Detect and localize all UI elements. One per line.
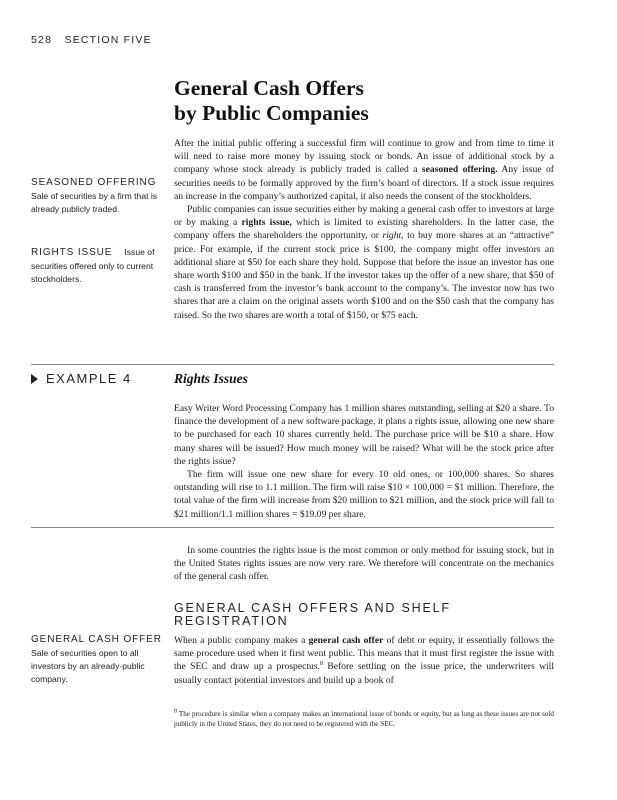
term-rights-issue: rights issue, [241, 217, 292, 229]
example-paragraph-1: Easy Writer Word Processing Company has 1 million shares outstanding, selling at $20 a share. To finance the development of a new software package, it plans a rights issue, allowing one new share to be purchased for each 10 shares currently held. The purchase price will be $10 a share. How many shares will be issued? How much money will be raised? What will be the stock price after the rights issue? [174, 403, 554, 467]
section-paragraph-1: When a public company makes a general cash offer of debt or equity, it essentially follows the same procedure used when it first went public. This means that it must first register the issue with the SEC and draw up a prospectus.$^8$ Before settling on the issue price, the underwriters will usually contact potential investors and build up a book of [174, 635, 554, 686]
footnote [174, 709, 554, 729]
margin-definition-start: Issue of [124, 247, 155, 257]
running-head [31, 34, 152, 46]
example-body [174, 402, 554, 521]
intro-paragraph-1: After the initial public offering a successful firm will continue to grow and from time to time it will need to raise more money by issuing stock or bonds. An issue of additional stock by a company whose stock already is publicly traded is called a seasoned offering. Any issue of securities needs to be formally approved by the firm’s board of directors. If a stock issue requires an increase in the company’s authorized capital, it also needs the consent of the stockholders. [174, 138, 555, 202]
margin-term: GENERAL CASH OFFER [31, 634, 162, 645]
post-example-paragraph: In some countries the rights issue is the most common or only method for issuing stock, but in the United States rights issues are now very rare. We therefore will concentrate on the mechanics of the general cash offer. [174, 545, 554, 583]
margin-note-general-cash-offer [31, 634, 166, 685]
term-general-cash-offer: general cash offer [308, 635, 384, 646]
intro-section [174, 137, 554, 322]
section-heading: GENERAL CASH OFFERS AND SHELF REGISTRATION [174, 601, 451, 628]
margin-definition: securities offered only to current stockholders. [31, 261, 154, 284]
page-number: 528 [31, 34, 53, 46]
section-label: SECTION FIVE [64, 34, 152, 46]
margin-definition: Sale of securities open to all investors by an already-public company. [31, 648, 145, 684]
page-title-line-1: General Cash Offers [174, 76, 364, 100]
margin-note-rights-first-line [31, 242, 166, 260]
post-example-section [174, 544, 554, 584]
example-title: Rights Issues [174, 371, 248, 386]
margin-definition: Sale of securities by a firm that is already publicly traded. [31, 191, 158, 214]
footnote-reference: 8 [319, 661, 323, 668]
section-body [174, 634, 554, 687]
example-paragraph-2: The firm will issue one new share for every 10 old ones, or 100,000 shares. So shares outstanding will rise to 1.1 million. The firm will raise $10 × 100,000 = $1 million. Therefore, the total value of the firm will increase from $20 million to $21 million, and the stock price will fall to $21 million/1.1 million shares = $19.09 per share. [174, 469, 554, 520]
page-title [174, 76, 574, 126]
page-title-line-2: by Public Companies [174, 101, 369, 125]
margin-note-seasoned-offering [31, 177, 166, 216]
footnote-marker: 8 [174, 708, 177, 715]
example-bottom-rule [31, 527, 554, 528]
margin-term: SEASONED OFFERING [31, 177, 157, 188]
margin-term: RIGHTS ISSUE [31, 247, 113, 258]
margin-note-rights-issue [31, 242, 166, 286]
example-top-rule [31, 364, 554, 365]
footnote-text: The procedure is similar when a company makes an international issue of bonds or equity, but as long as these issues are not sold publicly in the United States, they do not need to be registered with the SEC. [174, 710, 554, 729]
example-label: EXAMPLE 4 [31, 371, 132, 386]
intro-paragraph-2: Public companies can issue securities either by making a general cash offer to investors at large or by making a rights issue, which is limited to existing shareholders. In the latter case, the company offers the shareholders the opportunity, or right, to buy more shares at an “attractive” price. For example, if the current stock price is $100, the company might offer investors an additional share at $50 for each share they hold. Suppose that before the issue an investor has one share worth $100 and $50 in the bank. If the investor takes up the offer of a new share, that $50 of cash is transferred from the investor’s bank account to the company’s. The investor now has two shares that are a claim on the original assets worth $100 and on the $50 cash that the company has raised. So the two shares are worth a total of $150, or $75 each. [174, 204, 554, 321]
term-seasoned-offering: seasoned offering. [421, 164, 498, 176]
triangle-marker-icon [31, 374, 38, 384]
